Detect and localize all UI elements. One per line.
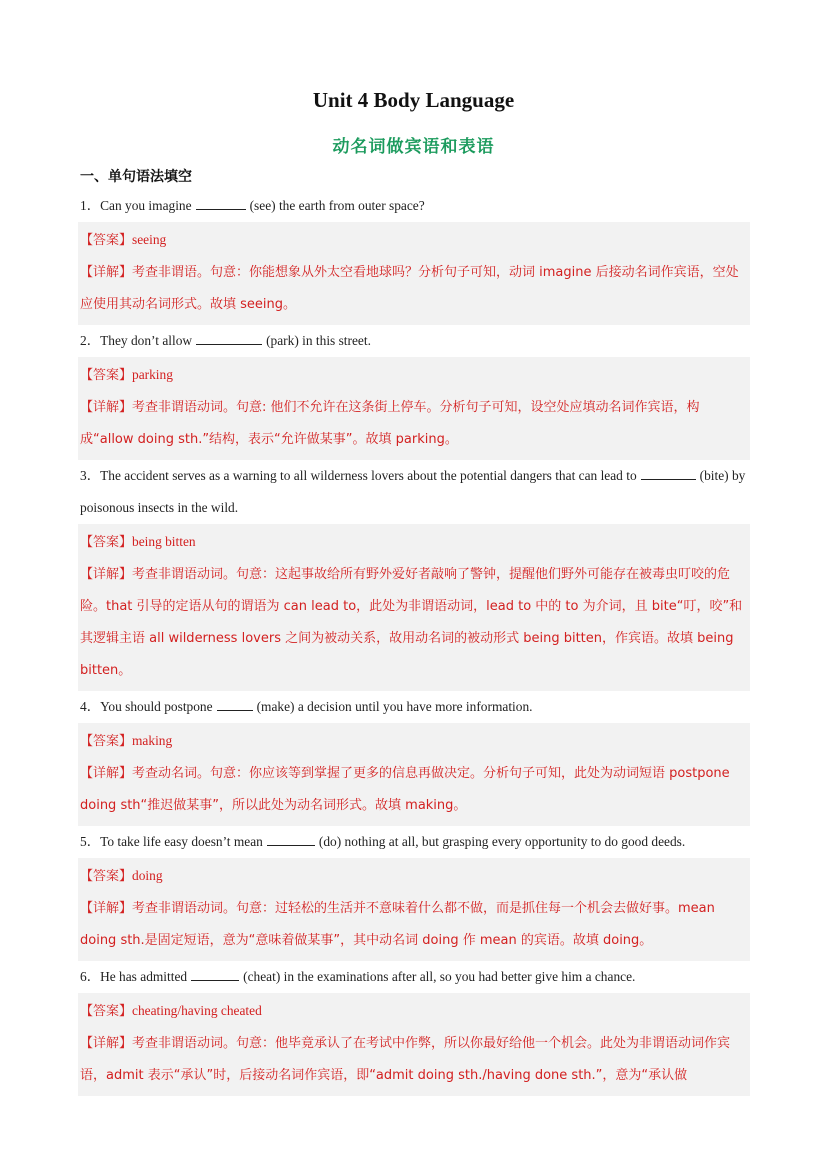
answer-blank — [196, 332, 262, 345]
answer-line: 【答案】parking — [80, 367, 173, 383]
answer-line: 【答案】being bitten — [80, 534, 196, 550]
page-subtitle: 动名词做宾语和表语 — [332, 137, 495, 157]
answer-block-6 — [78, 993, 750, 1096]
answer-block-1 — [78, 222, 750, 325]
answer-line: 【答案】seeing — [80, 232, 167, 248]
question-3: 3．The accident serves as a warning to all wilderness lovers about the potential dangers that can lead to (bite) by poisonous insects in the wild. — [80, 468, 746, 515]
detail-line: 【详解】考查非谓语动词。句意：过轻松的生活并不意味着什么都不做，而是抓住每一个机会去做好事。mean doing sth.是固定短语，意为“意味着做某事”，其中动名词 doing 作 mean 的宾语。故填 doing。 — [80, 901, 715, 948]
answer-blank — [191, 968, 239, 981]
answer-line: 【答案】doing — [80, 868, 163, 884]
answer-blank — [267, 833, 315, 846]
detail-line: 【详解】考查非谓语动词。句意: 他们不允许在这条街上停车。分析句子可知，设空处应填动名词作宾语，构成“allow doing sth.”结构，表示“允许做某事”。故填 parking。 — [80, 400, 700, 447]
answer-block-5 — [78, 858, 750, 961]
answer-blank — [217, 698, 253, 711]
answer-block-4 — [78, 723, 750, 826]
answer-block-2 — [78, 357, 750, 460]
question-1: 1．Can you imagine (see) the earth from outer space? — [80, 198, 425, 213]
answer-line: 【答案】cheating/having cheated — [80, 1003, 262, 1019]
detail-line: 【详解】考查非谓语动词。句意：这起事故给所有野外爱好者敲响了警钟，提醒他们野外可能存在被毒虫叮咬的危险。that 引导的定语从句的谓语为 can lead to，此处为非谓语动词，lead to 中的 to 为介词，且 bite“叮，咬”和其逻辑主语 all wilderness lovers 之间为被动关系，故用动名词的被动形式 being bitten，作宾语。故填 being bitten。 — [80, 567, 743, 678]
section-heading: 一、单句语法填空 — [80, 169, 192, 185]
answer-block-3 — [78, 524, 750, 691]
detail-line: 【详解】考查动名词。句意：你应该等到掌握了更多的信息再做决定。分析句子可知，此处为动词短语 postpone doing sth“推迟做某事”，所以此处为动名词形式。故填 making。 — [80, 766, 730, 813]
answer-line: 【答案】making — [80, 733, 173, 749]
answer-blank — [196, 197, 246, 210]
question-5: 5．To take life easy doesn’t mean (do) nothing at all, but grasping every opportunity to do good deeds. — [80, 834, 686, 849]
detail-line: 【详解】考查非谓语动词。句意：他毕竟承认了在考试中作弊，所以你最好给他一个机会。此处为非谓语动词作宾语，admit 表示“承认”时，后接动名词作宾语，即“admit doing sth./having done sth.”，意为“承认做 — [80, 1036, 731, 1083]
detail-line: 【详解】考查非谓语。句意：你能想象从外太空看地球吗？分析句子可知，动词 imagine 后接动名词作宾语，空处应使用其动名词形式。故填 seeing。 — [80, 265, 739, 312]
question-4: 4．You should postpone (make) a decision until you have more information. — [80, 699, 533, 714]
page-title: Unit 4 Body Language — [312, 88, 515, 112]
answer-blank — [641, 467, 696, 480]
exercise-list — [78, 190, 750, 1096]
question-2: 2．They don’t allow (park) in this street. — [80, 333, 371, 348]
question-6: 6．He has admitted (cheat) in the examinations after all, so you had better give him a chance. — [80, 969, 636, 984]
